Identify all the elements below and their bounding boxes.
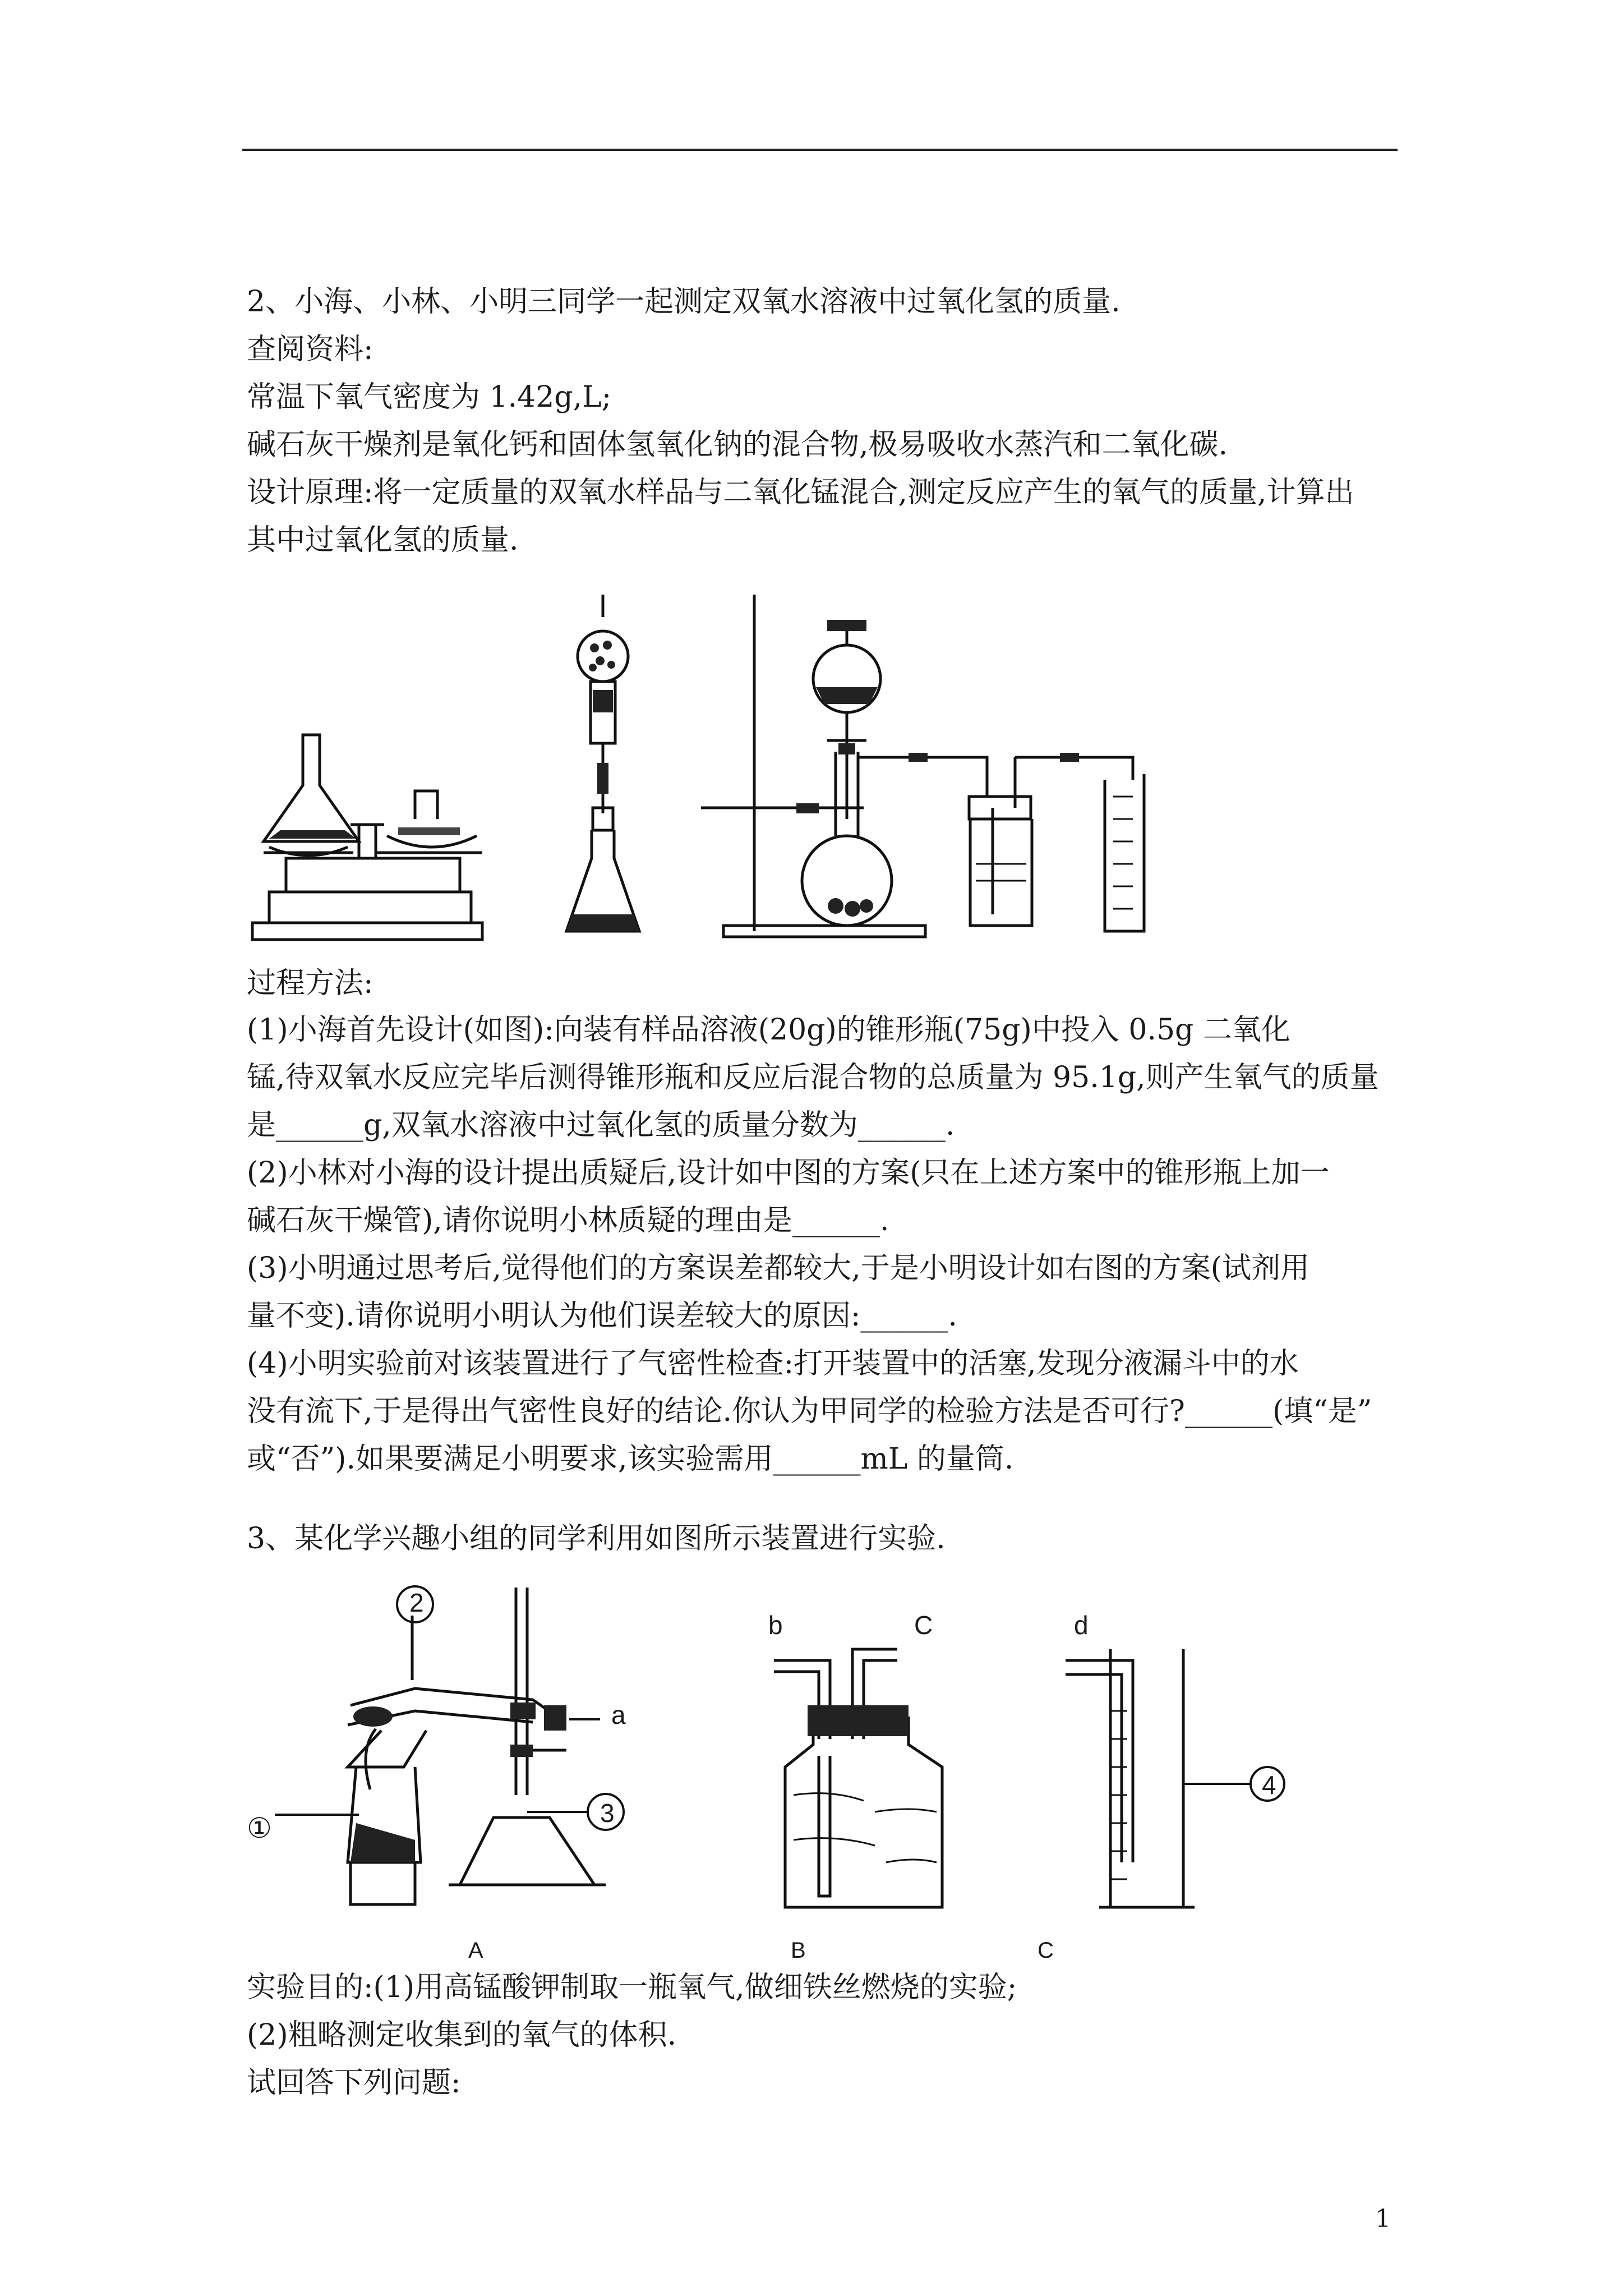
q3-purpose-1: 实验目的:(1)用高锰酸钾制取一瓶氧气,做细铁丝燃烧的实验; bbox=[247, 1971, 1017, 2004]
caption-c: C bbox=[1038, 1938, 1054, 1963]
apparatus-a-figure bbox=[247, 1582, 651, 1918]
q2-method-heading: 过程方法: bbox=[247, 967, 374, 1000]
label-a: a bbox=[611, 1700, 626, 1729]
drying-tube-figure bbox=[558, 595, 648, 942]
header-rule bbox=[242, 149, 1398, 151]
apparatus-b-figure bbox=[763, 1627, 965, 1918]
q3-answer-heading: 试回答下列问题: bbox=[247, 2066, 461, 2100]
caption-b: B bbox=[791, 1938, 806, 1963]
caption-a: A bbox=[468, 1938, 483, 1963]
q2-principle-1: 设计原理:将一定质量的双氧水样品与二氧化锰混合,测定反应产生的氧气的质量,计算出 bbox=[247, 476, 1354, 509]
q2-ref-1: 常温下氧气密度为 1.42g,L; bbox=[247, 380, 612, 414]
q2-ref-heading: 查阅资料: bbox=[247, 333, 374, 366]
gas-measurement-figure bbox=[701, 595, 1178, 942]
label-d: d bbox=[1074, 1611, 1089, 1640]
q2-p2-line1: (2)小林对小海的设计提出质疑后,设计如中图的方案(只在上述方案中的锥形瓶上加一 bbox=[247, 1156, 1330, 1190]
q2-p4-line3: 或“否”).如果要满足小明要求,该实验需用______mL 的量筒. bbox=[247, 1442, 1014, 1476]
balance-figure bbox=[247, 724, 494, 948]
q2-p3-line1: (3)小明通过思考后,觉得他们的方案误差都较大,于是小明设计如右图的方案(试剂用 bbox=[247, 1251, 1310, 1285]
q2-p4-line2: 没有流下,于是得出气密性良好的结论.你认为甲同学的检验方法是否可行?______(填“是” bbox=[247, 1395, 1372, 1428]
label-b: b bbox=[768, 1611, 783, 1640]
apparatus-c-figure bbox=[1066, 1627, 1324, 1918]
q2-p1-line1: (1)小海首先设计(如图):向装有样品溶液(20g)的锥形瓶(75g)中投入 0.5g 二氧化 bbox=[247, 1013, 1290, 1047]
q2-principle-2: 其中过氧化氢的质量. bbox=[247, 523, 519, 557]
label-c-outlet: C bbox=[914, 1611, 933, 1640]
q2-p1-line3: 是______g,双氧水溶液中过氧化氢的质量分数为______. bbox=[247, 1108, 955, 1142]
page-number: 1 bbox=[1375, 2205, 1391, 2233]
circle-label-2: 2 bbox=[409, 1588, 424, 1617]
q2-p1-line2: 锰,待双氧水反应完毕后测得锥形瓶和反应后混合物的总质量为 95.1g,则产生氧气的质量 bbox=[247, 1061, 1379, 1094]
circle-label-1: ① bbox=[247, 1812, 272, 1844]
q2-title: 2、小海、小林、小明三同学一起测定双氧水溶液中过氧化氢的质量. bbox=[247, 285, 1121, 319]
circle-label-4: 4 bbox=[1262, 1770, 1276, 1800]
q2-p2-line2: 碱石灰干燥管),请你说明小林质疑的理由是______. bbox=[247, 1204, 889, 1237]
q2-ref-2: 碱石灰干燥剂是氧化钙和固体氢氧化钠的混合物,极易吸收水蒸汽和二氧化碳. bbox=[247, 428, 1228, 462]
q2-p4-line1: (4)小明实验前对该装置进行了气密性检查:打开装置中的活塞,发现分液漏斗中的水 bbox=[247, 1347, 1299, 1381]
q2-p3-line2: 量不变).请你说明小明认为他们误差较大的原因:______. bbox=[247, 1299, 957, 1333]
q3-purpose-2: (2)粗略测定收集到的氧气的体积. bbox=[247, 2018, 677, 2052]
q3-title: 3、某化学兴趣小组的同学利用如图所示装置进行实验. bbox=[247, 1522, 946, 1556]
circle-label-3: 3 bbox=[600, 1798, 615, 1828]
